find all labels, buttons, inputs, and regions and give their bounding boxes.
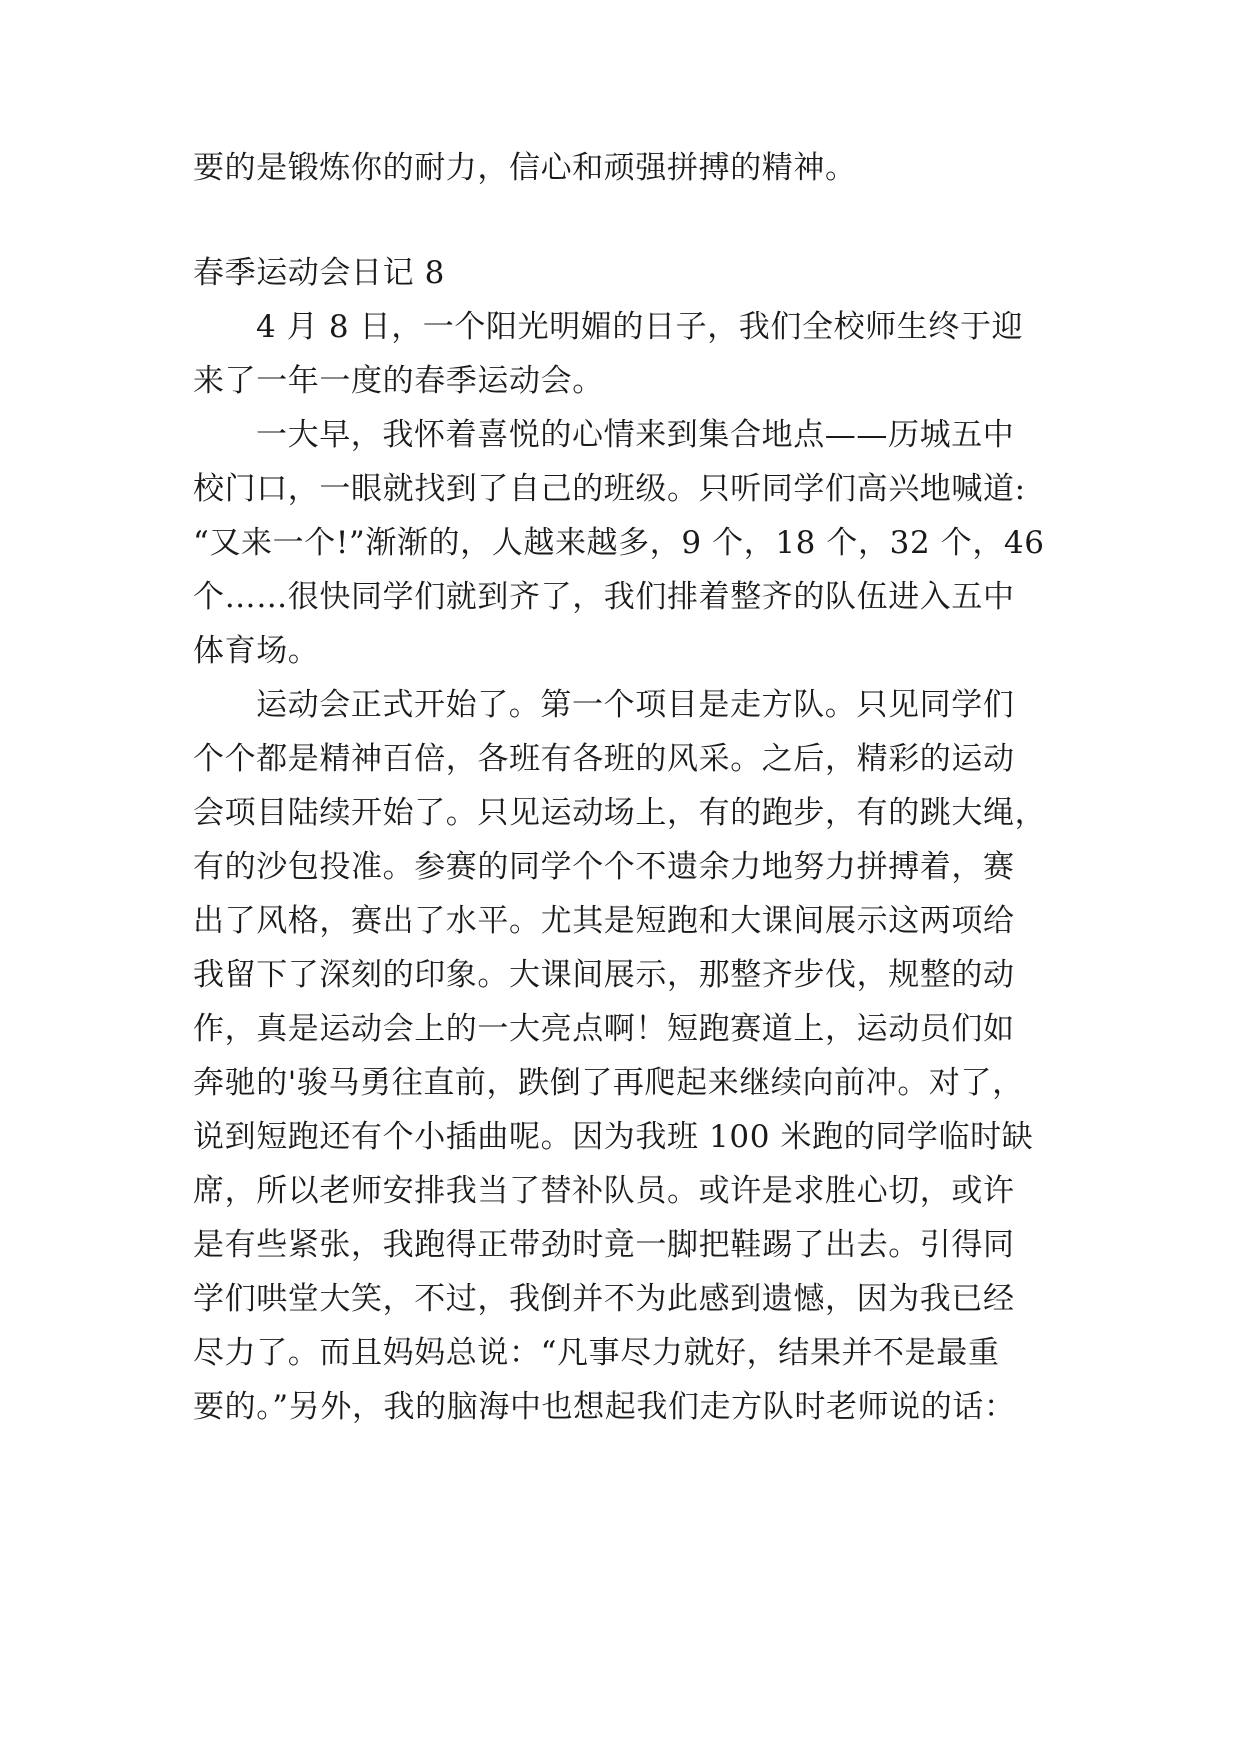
paragraph-line: 尽力了。而且妈妈总说：“凡事尽力就好，结果并不是最重 [193,1335,1000,1371]
paragraph-line: 体育场。 [193,633,320,669]
paragraph-line: 作，真是运动会上的一大亮点啊！短跑赛道上，运动员们如 [193,1011,1015,1047]
paragraph-line: 说到短跑还有个小插曲呢。因为我班 100 米跑的同学临时缺 [193,1119,1034,1155]
paragraph-line: 4 月 8 日，一个阳光明媚的日子，我们全校师生终于迎 [256,309,1024,345]
paragraph-line: 个……很快同学们就到齐了，我们排着整齐的队伍进入五中 [193,579,1015,615]
paragraph-line: 学们哄堂大笑，不过，我倒并不为此感到遗憾，因为我已经 [193,1281,1015,1317]
section-title: 春季运动会日记 8 [193,255,445,291]
paragraph-line: 出了风格，赛出了水平。尤其是短跑和大课间展示这两项给 [193,903,1015,939]
continuation-line: 要的是锻炼你的耐力，信心和顽强拼搏的精神。 [193,150,857,186]
paragraph-line: 会项目陆续开始了。只见运动场上，有的跑步，有的跳大绳， [193,795,1047,831]
paragraph-line: 有的沙包投准。参赛的同学个个不遗余力地努力拼搏着，赛 [193,849,1015,885]
paragraph-line: 一大早，我怀着喜悦的心情来到集合地点——历城五中 [256,417,1015,453]
paragraph-line: 要的。”另外，我的脑海中也想起我们走方队时老师说的话： [193,1389,1016,1425]
paragraph-line: 个个都是精神百倍，各班有各班的风采。之后，精彩的运动 [193,741,1015,777]
paragraph-line: 席，所以老师安排我当了替补队员。或许是求胜心切，或许 [193,1173,1015,1209]
paragraph-line: 来了一年一度的春季运动会。 [193,363,604,399]
paragraph-line: 奔驰的'骏马勇往直前，跌倒了再爬起来继续向前冲。对了， [193,1065,1024,1101]
paragraph-line: “又来一个!”渐渐的，人越来越多，9 个，18 个，32 个，46 [193,525,1045,561]
paragraph-line: 校门口，一眼就找到了自己的班级。只听同学们高兴地喊道: [193,471,1026,507]
paragraph-line: 运动会正式开始了。第一个项目是走方队。只见同学们 [256,687,1015,723]
paragraph-line: 我留下了深刻的印象。大课间展示，那整齐步伐，规整的动 [193,957,1015,993]
paragraph-line: 是有些紧张，我跑得正带劲时竟一脚把鞋踢了出去。引得同 [193,1227,1015,1263]
